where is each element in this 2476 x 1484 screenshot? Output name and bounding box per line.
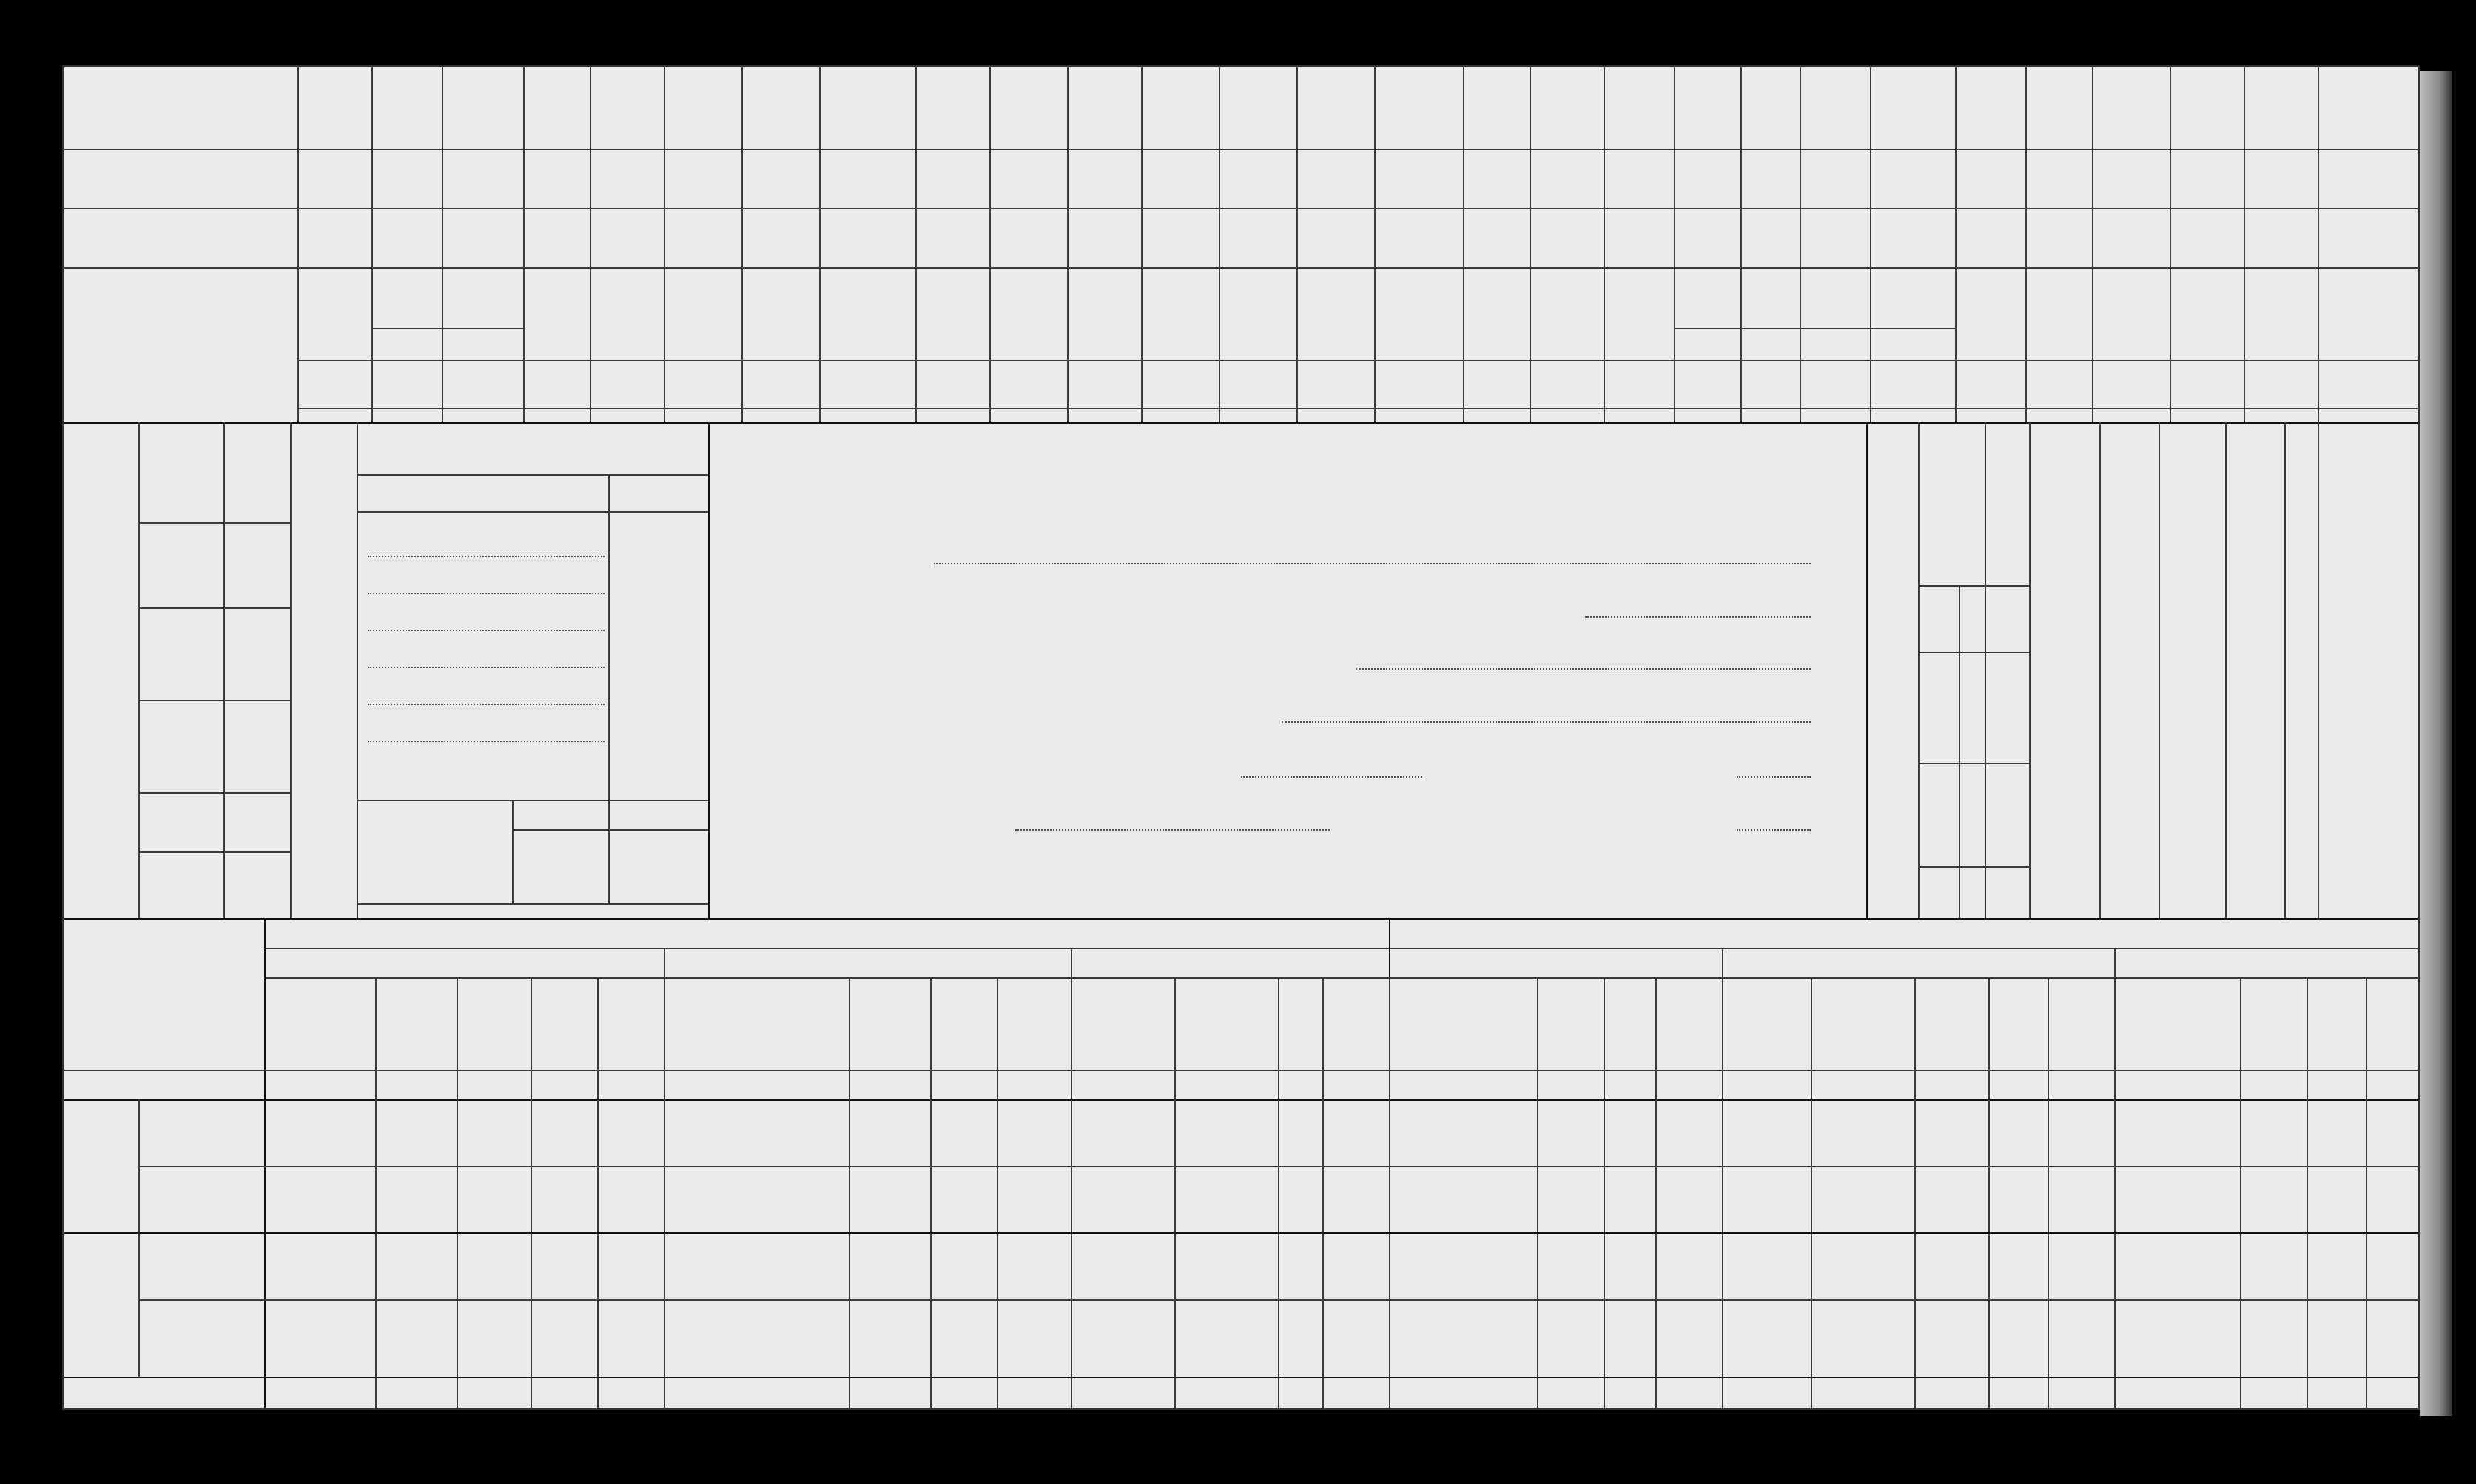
population-col: [2225, 422, 2227, 918]
population-border: [1866, 422, 1868, 918]
column-divider: [2318, 67, 2319, 422]
row-divider: [64, 208, 2420, 209]
dotted-line: [1737, 776, 1811, 778]
dotted-line: [368, 741, 605, 742]
column-divider: [442, 67, 443, 422]
lease-row-divider: [138, 1299, 2420, 1301]
numbers-top: [297, 408, 2420, 409]
population-divider: [1918, 652, 2029, 653]
trade-divider: [357, 800, 708, 801]
lease-subcol: [2048, 977, 2049, 1410]
lease-subcol: [1389, 977, 1390, 1410]
population-col: [2159, 422, 2160, 918]
population-col: [2099, 422, 2101, 918]
crop-banner-top: [297, 360, 2420, 361]
perennial-divider: [1674, 328, 1955, 329]
trade-col: [608, 800, 610, 903]
workers-col: [290, 422, 292, 918]
card-edge: [2420, 71, 2452, 1416]
column-divider: [371, 67, 373, 422]
dotted-line: [1356, 668, 1811, 670]
column-divider: [297, 67, 299, 422]
lease-subcol: [1655, 977, 1657, 1410]
lease-subcol: [2240, 977, 2241, 1410]
population-divider: [1918, 763, 2029, 764]
column-divider: [2244, 67, 2245, 422]
worker-row-divider: [138, 522, 290, 524]
column-divider: [1067, 67, 1069, 422]
column-divider: [1141, 67, 1143, 422]
workers-col: [223, 422, 225, 918]
column-divider: [590, 67, 591, 422]
trade-block-border: [708, 422, 710, 918]
lease-subcol: [1322, 977, 1324, 1410]
lease-group-col: [138, 1099, 140, 1377]
lease-subcol: [1914, 977, 1916, 1410]
lease-subcol: [2114, 977, 2116, 1410]
population-divider: [1918, 585, 2029, 587]
column-divider: [1800, 67, 1801, 422]
column-divider: [1740, 67, 1742, 422]
dotted-line: [1241, 776, 1422, 778]
population-col: [2284, 422, 2286, 918]
dotted-line: [368, 667, 605, 668]
lease-subcol: [2366, 977, 2367, 1410]
dotted-line: [1282, 721, 1811, 723]
lease-subcol: [531, 977, 532, 1410]
column-divider: [1870, 67, 1871, 422]
column-divider: [2025, 67, 2027, 422]
lease-subcol: [2307, 977, 2308, 1410]
column-divider: [1604, 67, 1605, 422]
row-divider: [64, 149, 2420, 150]
lease-subcol: [1988, 977, 1990, 1410]
column-divider: [2092, 67, 2093, 422]
trade-col: [512, 800, 514, 903]
lease-numbers-top: [64, 1070, 2420, 1071]
column-divider: [1296, 67, 1298, 422]
trade-sub-divider: [512, 829, 708, 831]
column-divider: [741, 67, 743, 422]
lease-numbers-bottom: [64, 1099, 2420, 1101]
lease-subcol: [1722, 977, 1723, 1410]
column-divider: [1955, 67, 1957, 422]
population-col: [1918, 422, 1920, 918]
worker-row-divider: [138, 851, 290, 853]
workers-col: [138, 422, 140, 918]
lease-subcol: [849, 977, 850, 1410]
lease-subheader-divider: [264, 977, 2420, 979]
winter-wheat-divider: [371, 328, 523, 329]
population-col: [1985, 422, 1986, 918]
dotted-line: [368, 630, 605, 631]
trade-bottom: [357, 903, 708, 905]
dotted-line: [368, 704, 605, 705]
workers-col: [357, 422, 358, 918]
lease-subcol: [457, 977, 458, 1410]
lease-subcol: [1174, 977, 1176, 1410]
census-card: [62, 65, 2420, 1410]
population-col: [2029, 422, 2031, 918]
column-divider: [1374, 67, 1376, 422]
lease-subcol: [375, 977, 377, 1410]
lease-group-divider: [64, 1232, 2420, 1234]
section-divider: [64, 422, 2420, 424]
column-divider: [2170, 67, 2171, 422]
dotted-line: [1737, 829, 1811, 831]
population-col: [1959, 585, 1960, 918]
trade-header-divider: [357, 511, 708, 513]
population-divider: [1918, 866, 2029, 868]
worker-row-divider: [138, 700, 290, 701]
column-divider: [664, 67, 665, 422]
lease-subcol: [1604, 977, 1605, 1410]
lease-subcol: [1278, 977, 1279, 1410]
trade-title-divider: [357, 474, 708, 476]
column-divider: [819, 67, 821, 422]
lease-subcol: [597, 977, 599, 1410]
column-divider: [1530, 67, 1531, 422]
section-divider: [64, 918, 2420, 920]
population-col: [2318, 422, 2319, 918]
column-divider: [1219, 67, 1220, 422]
worker-row-divider: [138, 607, 290, 609]
lease-subcol: [1537, 977, 1538, 1410]
dotted-line: [1015, 829, 1330, 831]
dotted-line: [1585, 616, 1811, 618]
column-divider: [915, 67, 917, 422]
worker-row-divider: [138, 792, 290, 794]
dotted-line: [368, 556, 605, 557]
column-divider: [989, 67, 991, 422]
lease-subcol: [1071, 977, 1072, 1410]
trade-qty-col: [608, 474, 610, 800]
lease-header-divider: [264, 948, 2420, 949]
lease-subcol: [997, 977, 998, 1410]
lease-total-divider: [64, 1377, 2420, 1378]
dotted-line: [368, 593, 605, 594]
lease-subcol: [930, 977, 932, 1410]
dotted-line: [934, 563, 1811, 564]
fallow-divider: [2170, 360, 2318, 361]
lease-subcol: [1811, 977, 1812, 1410]
column-divider: [523, 67, 525, 422]
lease-row-divider: [138, 1166, 2420, 1167]
column-divider: [1674, 67, 1675, 422]
lease-subcol: [664, 977, 665, 1410]
lease-left-border: [264, 918, 266, 1410]
column-divider: [1463, 67, 1464, 422]
row-divider: [64, 267, 2420, 269]
